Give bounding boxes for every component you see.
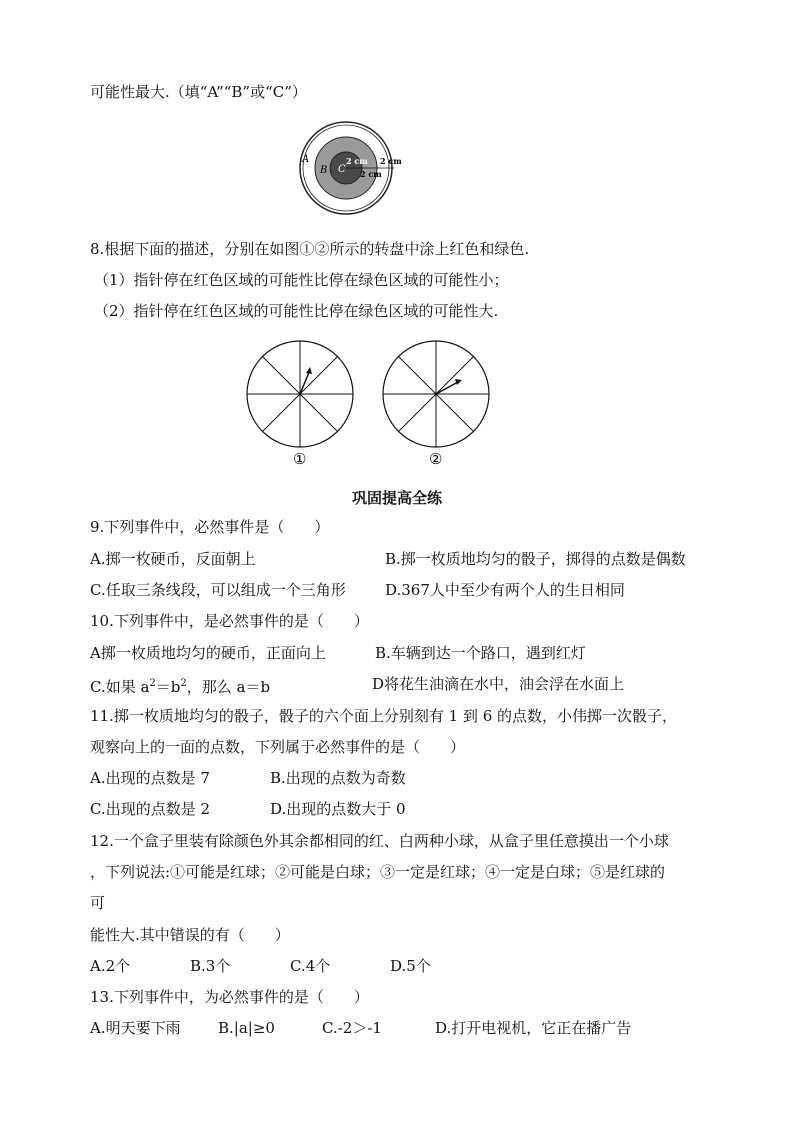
dim-label-1: 2 cm	[346, 156, 368, 166]
question-11-option-a: A.出现的点数是 7	[90, 769, 210, 787]
spinner-label-2: ②	[429, 450, 443, 468]
question-8: 8.根据下面的描述，分别在如图①②所示的转盘中涂上红色和绿色.	[90, 240, 530, 258]
question-12-option-b: B.3个	[190, 957, 231, 975]
dim-label-3: 2 cm	[360, 169, 382, 179]
q10c-post: ，那么 a＝b	[186, 678, 271, 696]
question-11-line-2: 观察向上的一面的点数，下列属于必然事件的是（ ）	[90, 738, 466, 756]
question-9-option-c: C.任取三条线段，可以组成一个三角形	[90, 581, 346, 599]
section-heading: 巩固提高全练	[351, 489, 442, 507]
q10c-sup1: 2	[149, 678, 156, 689]
question-13: 13.下列事件中，为必然事件的是（ ）	[90, 988, 369, 1006]
question-10-option-d: D将花生油滴在水中，油会浮在水面上	[372, 675, 625, 693]
q10c-pre: C.如果 a	[90, 678, 150, 696]
question-12-line-4: 能性大.其中错误的有（ ）	[90, 926, 290, 944]
label-a: A	[302, 154, 310, 165]
question-13-option-d: D.打开电视机，它正在播广告	[435, 1019, 632, 1037]
question-13-option-a: A.明天要下雨	[90, 1019, 181, 1037]
question-9-option-a: A.掷一枚硬币，反面朝上	[90, 550, 256, 568]
q10c-sup2: 2	[180, 678, 187, 689]
question-12-line-3: 可	[90, 894, 106, 912]
question-11-option-b: B.出现的点数为奇数	[270, 769, 406, 787]
dim-label-2: 2 cm	[380, 156, 402, 166]
question-8-part-2: （2）指针停在红色区域的可能性比停在绿色区域的可能性大.	[94, 302, 499, 320]
question-9-option-d: D.367人中至少有两个人的生日相同	[385, 581, 625, 599]
question-13-option-b: B.|a|≥0	[218, 1019, 275, 1037]
question-13-option-c: C.-2＞-1	[322, 1019, 382, 1037]
question-11-option-d: D.出现的点数大于 0	[270, 800, 406, 818]
text-line: 可能性最大.（填“A”“B”或“C”）	[90, 83, 307, 101]
question-9-option-b: B.掷一枚质地均匀的骰子，掷得的点数是偶数	[385, 550, 686, 568]
label-b: B	[320, 165, 328, 176]
question-8-part-1: （1）指针停在红色区域的可能性比停在绿色区域的可能性小；	[94, 271, 509, 289]
spinner-2	[380, 338, 492, 468]
target-diagram	[294, 118, 414, 218]
question-10: 10.下列事件中，是必然事件的是（ ）	[90, 612, 369, 630]
question-12: 12.一个盒子里装有除颜色外其余都相同的红、白两种小球，从盒子里任意摸出一个小球	[90, 832, 669, 850]
question-12-option-d: D.5个	[390, 957, 431, 975]
question-10-option-c	[90, 674, 270, 697]
label-c: C	[338, 164, 346, 175]
question-10-option-a: A掷一枚质地均匀的硬币，正面向上	[90, 644, 326, 662]
question-11: 11.掷一枚质地均匀的骰子，骰子的六个面上分别刻有 1 到 6 的点数，小伟掷一次骰子，	[90, 707, 678, 725]
question-12-option-a: A.2个	[90, 957, 131, 975]
spinner-1	[244, 340, 356, 468]
question-12-option-c: C.4个	[290, 957, 331, 975]
question-12-line-2: ，下列说法:①可能是红球；②可能是白球；③一定是红球；④一定是白球；⑤是红球的	[90, 863, 666, 881]
q10c-mid: ＝b	[155, 678, 181, 696]
spinner-label-1: ①	[293, 450, 307, 468]
question-9: 9.下列事件中，必然事件是（ ）	[90, 518, 330, 536]
question-10-option-b: B.车辆到达一个路口，遇到红灯	[375, 644, 586, 662]
question-11-option-c: C.出现的点数是 2	[90, 800, 211, 818]
